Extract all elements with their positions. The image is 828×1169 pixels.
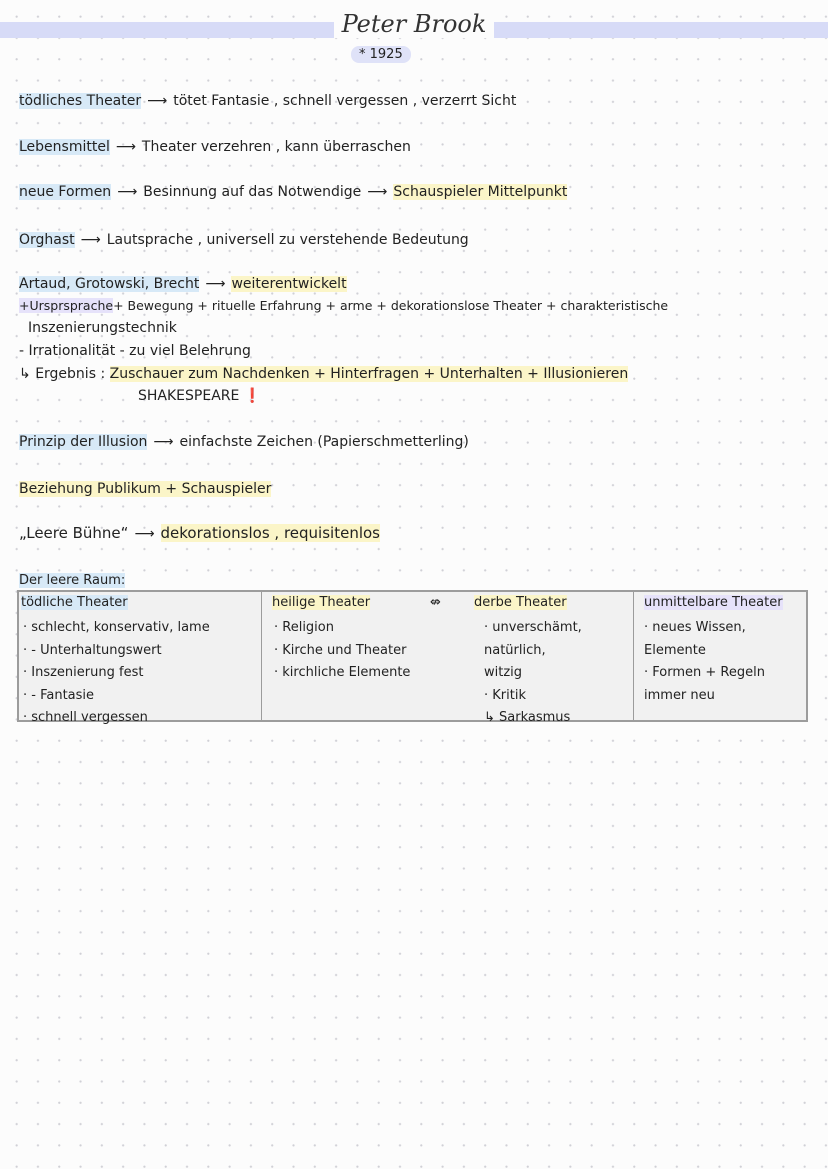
note-line-11 [19, 434, 469, 450]
note-highlight: Beziehung Publikum + Schauspieler [19, 481, 272, 497]
table-title [19, 573, 125, 588]
list-item: · Religion [274, 620, 334, 635]
note-term: neue Formen [19, 184, 112, 200]
note-text: tötet Fantasie , schnell vergessen , verzerrt Sicht [173, 93, 517, 109]
note-highlight: Zuschauer zum Nachdenken + Hinterfragen + Unterhalten + Illusionieren [109, 366, 629, 382]
note-text: Theater verzehren , kann überraschen [141, 139, 411, 155]
table-title-text: Der leere Raum: [19, 573, 126, 588]
note-line-13 [19, 524, 380, 542]
note-term: „Leere Bühne“ [19, 524, 129, 542]
note-line-3 [19, 184, 567, 200]
list-item: · schnell vergessen [23, 710, 148, 725]
table-column [19, 592, 261, 725]
list-item: · Formen + Regeln [644, 665, 765, 680]
note-text: Lautsprache , universell zu verstehende Bedeutung [106, 232, 469, 248]
list-item: natürlich, [484, 642, 546, 658]
note-line-6 [19, 298, 668, 313]
note-term: tödliches Theater [19, 93, 142, 109]
exclamation-icon: ❗ [243, 388, 262, 404]
column-head-text: tödliche Theater [21, 595, 128, 610]
not-equal-icon: ⇎ [430, 595, 441, 610]
note-label: Ergebnis [35, 366, 96, 382]
note-line-8: - Irrationalität - zu viel Belehrung [19, 343, 251, 359]
arrow-right-icon: ⟶ [115, 139, 136, 155]
list-item: · - Fantasie [23, 687, 95, 703]
note-term: +Ursprsprache [19, 298, 114, 313]
note-line-12 [19, 481, 271, 497]
column-items [23, 617, 210, 730]
arrow-right-icon: ⟶ [80, 232, 101, 248]
note-term: Artaud, Grotowski, Brecht [19, 276, 200, 292]
list-item: immer neu [644, 687, 715, 703]
note-text: Besinnung auf das Notwendige [143, 184, 362, 200]
arrow-right-icon: ⟶ [367, 184, 388, 200]
note-highlight: Schauspieler Mittelpunkt [393, 184, 568, 200]
note-line-10 [138, 388, 261, 404]
column-items [644, 617, 765, 707]
note-line-2 [19, 139, 411, 155]
note-line-1 [19, 93, 516, 109]
arrow-right-icon: ⟶ [205, 276, 226, 292]
column-head [644, 595, 783, 610]
list-item: witzig [484, 665, 523, 680]
note-term: Lebensmittel [19, 139, 110, 155]
list-item: · - Unterhaltungswert [23, 642, 162, 658]
note-line-5 [19, 276, 347, 292]
note-text: + Bewegung + rituelle Erfahrung + arme + dekorationslose Theater + charakteristische [113, 298, 669, 313]
table-column [633, 592, 806, 720]
note-text: SHAKESPEARE [138, 388, 240, 404]
note-line-4 [19, 232, 469, 248]
list-item: · neues Wissen, [644, 620, 746, 635]
note-text: einfachste Zeichen (Papierschmetterling) [179, 434, 469, 450]
note-line-7: Inszenierungstechnik [28, 320, 177, 336]
arrow-right-icon: ⟶ [153, 434, 174, 450]
column-items [274, 617, 410, 685]
list-item: · kirchliche Elemente [274, 665, 411, 680]
note-term: Prinzip der Illusion [19, 434, 148, 450]
comparison-table [17, 590, 808, 725]
column-head-text: heilige Theater [272, 595, 371, 610]
note-highlight: weiterentwickelt [231, 276, 347, 292]
return-arrow-icon: ↳ [19, 366, 31, 382]
arrow-right-icon: ⟶ [134, 526, 155, 542]
page-title: Peter Brook [0, 10, 828, 38]
column-head [474, 595, 567, 610]
birth-year: * 1925 [351, 46, 411, 63]
note-highlight: dekorationslos , requisitenlos [160, 524, 380, 542]
list-item: · schlecht, konservativ, lame [23, 620, 210, 635]
list-item: ↳ Sarkasmus [484, 710, 571, 725]
note-line-9: ↳ Ergebnis : Zuschauer zum Nachdenken + Hinterfragen + Unterhalten + Illusionieren [19, 366, 629, 382]
arrow-right-icon: ⟶ [117, 184, 138, 200]
column-head-text: derbe Theater [474, 595, 567, 610]
column-items [484, 617, 582, 730]
note-term: Orghast [19, 232, 75, 248]
list-item: · Kritik [484, 687, 526, 703]
list-item: · Kirche und Theater [274, 642, 407, 658]
list-item: · unverschämt, [484, 620, 582, 635]
list-item: Elemente [644, 642, 706, 658]
column-head-text: unmittelbare Theater [644, 595, 783, 610]
list-item: · Inszenierung fest [23, 665, 144, 680]
column-head [272, 595, 370, 610]
table-column-group [261, 592, 633, 725]
column-head [21, 595, 128, 610]
arrow-right-icon: ⟶ [147, 93, 168, 109]
